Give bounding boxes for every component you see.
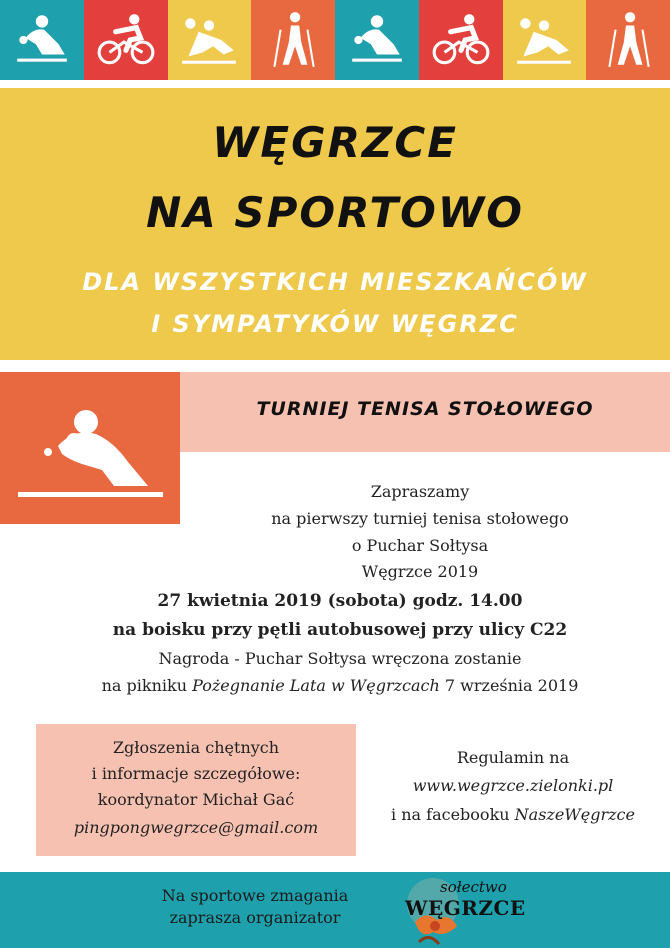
invitation-line: Węgrzce 2019 xyxy=(361,562,479,581)
picnic-name: Pożegnanie Lata w Węgrzcach xyxy=(192,676,440,695)
table-tennis-icon xyxy=(11,9,73,71)
icon-tile-table-tennis xyxy=(335,0,419,80)
rules-label: Regulamin na xyxy=(456,748,570,767)
prize-line-2 xyxy=(40,676,640,695)
icon-tile-volleyball xyxy=(168,0,252,80)
footer-line: Na sportowe zmagania xyxy=(161,886,349,905)
invitation-line: Zapraszamy xyxy=(370,482,470,501)
nordic-walking-icon xyxy=(597,9,659,71)
event-date: 27 kwietnia 2019 (sobota) godz. 14.00 xyxy=(157,591,523,611)
cyclist-icon xyxy=(430,9,492,71)
icon-tile-volleyball xyxy=(503,0,587,80)
icon-tile-nordic-walking xyxy=(251,0,335,80)
tournament-icon-box xyxy=(0,372,180,524)
event-place: na boisku przy pętli autobusowej przy ulicy C22 xyxy=(112,620,568,640)
logo-main-text: WĘGRZCE xyxy=(405,896,526,920)
invitation-line: o Puchar Sołtysa xyxy=(351,536,489,555)
registration-line: Zgłoszenia chętnych xyxy=(112,738,280,757)
registration-line: i informacje szczegółowe: xyxy=(91,764,301,783)
subtitle-line-2: I SYMPATYKÓW WĘGRZC xyxy=(151,310,519,338)
nordic-walking-icon xyxy=(262,9,324,71)
contact-email[interactable]: pingpongwegrzce@gmail.com xyxy=(73,818,319,837)
icon-tile-table-tennis xyxy=(0,0,84,80)
prize-line: Nagroda - Puchar Sołtysa wręczona zostanie xyxy=(158,649,522,668)
footer-line: zaprasza organizator xyxy=(169,908,341,927)
table-tennis-icon xyxy=(346,9,408,71)
cyclist-icon xyxy=(95,9,157,71)
prize-prefix: na pikniku xyxy=(101,676,193,695)
subtitle: DLA WSZYSTKICH MIESZKAŃCÓW xyxy=(82,268,588,296)
facebook-line xyxy=(368,805,658,824)
logo-small-text: sołectwo xyxy=(440,878,507,896)
icon-tile-nordic-walking xyxy=(586,0,670,80)
facebook-page-name[interactable]: NaszeWęgrzce xyxy=(514,805,635,824)
volleyball-icon xyxy=(178,9,240,71)
icon-tile-cyclist xyxy=(419,0,503,80)
sport-icon-strip xyxy=(0,0,670,80)
page-title-line-2: NA SPORTOWO xyxy=(146,188,524,237)
invitation-line: na pierwszy turniej tenisa stołowego xyxy=(271,509,569,528)
tournament-title: TURNIEJ TENISA STOŁOWEGO xyxy=(256,398,594,420)
coordinator-name: koordynator Michał Gać xyxy=(97,790,295,809)
website-link[interactable]: www.wegrzce.zielonki.pl xyxy=(412,776,614,795)
page-title: WĘGRZCE xyxy=(212,118,458,167)
table-tennis-icon xyxy=(18,400,163,505)
prize-suffix: 7 września 2019 xyxy=(439,676,579,695)
facebook-prefix: i na facebooku xyxy=(391,805,515,824)
volleyball-icon xyxy=(513,9,575,71)
icon-tile-cyclist xyxy=(84,0,168,80)
